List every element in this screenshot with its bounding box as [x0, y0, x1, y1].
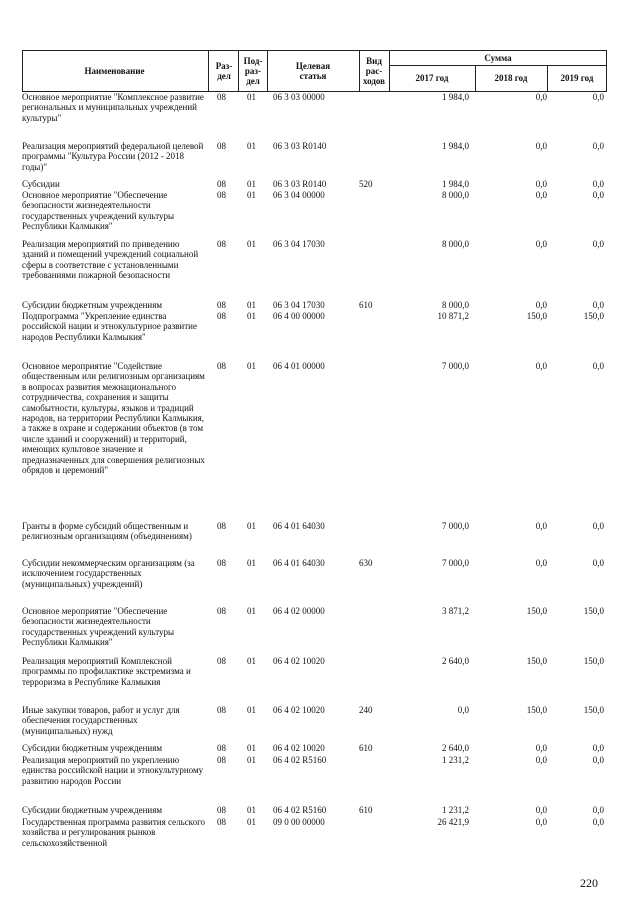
row-sum-2017: 2 640,0	[442, 743, 469, 753]
row-sum-2018: 0,0	[535, 179, 547, 189]
row-razdel: 08	[217, 141, 226, 151]
row-sum-2019: 150,0	[583, 606, 604, 616]
row-cs: 06 4 01 64030	[273, 521, 325, 531]
row-vid: 610	[359, 300, 373, 310]
row-name: Реализация мероприятий федеральной целевой программы "Культура России (2012 - 2018 годы)"	[22, 141, 204, 172]
row-razdel: 08	[217, 755, 226, 765]
row-sum-2017: 1 231,2	[442, 755, 469, 765]
row-name: Субсидии бюджетным учреждениям	[22, 743, 163, 753]
header-podrazdel: Под- раз- дел	[243, 56, 263, 86]
row-cs: 06 3 03 R0140	[273, 179, 327, 189]
row-podrazdel: 01	[247, 558, 256, 568]
header-cs: Целевая статья	[295, 61, 331, 81]
header-2017: 2017 год	[415, 73, 449, 83]
row-razdel: 08	[217, 190, 226, 200]
row-podrazdel: 01	[247, 521, 256, 531]
row-sum-2019: 150,0	[583, 656, 604, 666]
row-sum-2017: 8 000,0	[442, 239, 469, 249]
row-sum-2019: 0,0	[592, 141, 604, 151]
header-2018: 2018 год	[494, 73, 528, 83]
row-cs: 06 4 02 R5160	[273, 755, 327, 765]
row-sum-2017: 1 984,0	[442, 179, 469, 189]
table-header	[22, 50, 607, 92]
row-name: Подпрограмма "Укрепление единства российской нации и этнокультурное развитие народов Республики Калмыкия"	[22, 311, 197, 342]
row-vid: 610	[359, 805, 373, 815]
row-sum-2018: 0,0	[535, 558, 547, 568]
row-sum-2018: 150,0	[526, 311, 547, 321]
row-razdel: 08	[217, 606, 226, 616]
row-podrazdel: 01	[247, 805, 256, 815]
row-name: Основное мероприятие "Комплексное развитие региональных и муниципальных учреждений культуры"	[22, 92, 204, 123]
header-razdel: Раз- дел	[215, 61, 233, 81]
header-vid: Вид рас- ходов	[362, 56, 386, 86]
row-podrazdel: 01	[247, 141, 256, 151]
row-sum-2019: 0,0	[592, 361, 604, 371]
row-sum-2019: 0,0	[592, 190, 604, 200]
header-name: Наименование	[84, 66, 145, 76]
row-razdel: 08	[217, 805, 226, 815]
row-sum-2017: 3 871,2	[442, 606, 469, 616]
row-razdel: 08	[217, 92, 226, 102]
row-sum-2018: 150,0	[526, 705, 547, 715]
row-razdel: 08	[217, 300, 226, 310]
row-razdel: 08	[217, 817, 226, 827]
row-sum-2017: 1 984,0	[442, 141, 469, 151]
row-sum-2018: 150,0	[526, 656, 547, 666]
row-sum-2019: 0,0	[592, 743, 604, 753]
row-podrazdel: 01	[247, 361, 256, 371]
row-sum-2017: 8 000,0	[442, 300, 469, 310]
row-name: Реализация мероприятий Комплексной программы по профилактике экстремизма и терроризма в Республике Калмыкия	[22, 656, 191, 687]
row-vid: 240	[359, 705, 373, 715]
row-name: Реализация мероприятий по укреплению единства российской нации и этнокультурному развитию народов России	[22, 755, 204, 786]
row-razdel: 08	[217, 239, 226, 249]
row-sum-2018: 0,0	[535, 92, 547, 102]
row-razdel: 08	[217, 311, 226, 321]
header-2019: 2019 год	[560, 73, 594, 83]
row-sum-2017: 2 640,0	[442, 656, 469, 666]
row-sum-2019: 0,0	[592, 558, 604, 568]
row-cs: 06 4 02 10020	[273, 743, 325, 753]
row-podrazdel: 01	[247, 179, 256, 189]
row-name: Субсидии некоммерческим организациям (за исключением государственных (муниципальных) учреждений)	[22, 558, 195, 589]
row-sum-2017: 10 871,2	[437, 311, 469, 321]
row-name: Иные закупки товаров, работ и услуг для обеспечения государственных (муниципальных) нужд	[22, 705, 180, 736]
row-name: Основное мероприятие "Обеспечение безопасности жизнедеятельности государственных учреждений культуры Республики Калмыкия"	[22, 606, 175, 648]
row-sum-2018: 150,0	[526, 606, 547, 616]
row-cs: 06 3 03 00000	[273, 92, 325, 102]
row-razdel: 08	[217, 656, 226, 666]
row-cs: 06 3 04 17030	[273, 239, 325, 249]
row-razdel: 08	[217, 558, 226, 568]
row-name: Основное мероприятие "Содействие общественным или религиозным организациям в вопросах развития межнационального сотрудничества, сохранения и защиты самобытности, культуры, языков и традиций народов, на территории Республики Калмыкия, а также в охране и содержании объектов (в том числе зданий и сооружений) и территорий, имеющих культовое значение и предназначенных для совершения религиозных обрядов и церемоний"	[22, 361, 205, 476]
row-sum-2017: 1 231,2	[442, 805, 469, 815]
row-cs: 06 4 02 00000	[273, 606, 325, 616]
row-name: Субсидии	[22, 179, 60, 189]
row-cs: 06 4 01 00000	[273, 361, 325, 371]
row-podrazdel: 01	[247, 817, 256, 827]
row-podrazdel: 01	[247, 656, 256, 666]
row-podrazdel: 01	[247, 92, 256, 102]
row-sum-2018: 0,0	[535, 361, 547, 371]
row-sum-2017: 0,0	[457, 705, 469, 715]
row-sum-2018: 0,0	[535, 190, 547, 200]
row-sum-2019: 0,0	[592, 179, 604, 189]
row-sum-2018: 0,0	[535, 521, 547, 531]
row-sum-2019: 0,0	[592, 755, 604, 765]
row-sum-2019: 0,0	[592, 239, 604, 249]
row-podrazdel: 01	[247, 705, 256, 715]
row-sum-2019: 0,0	[592, 300, 604, 310]
row-cs: 06 3 04 00000	[273, 190, 325, 200]
header-summa: Сумма	[484, 53, 512, 63]
row-razdel: 08	[217, 179, 226, 189]
row-sum-2018: 0,0	[535, 755, 547, 765]
row-podrazdel: 01	[247, 311, 256, 321]
row-podrazdel: 01	[247, 606, 256, 616]
row-vid: 610	[359, 743, 373, 753]
row-cs: 09 0 00 00000	[273, 817, 325, 827]
row-sum-2018: 0,0	[535, 817, 547, 827]
row-cs: 06 4 01 64030	[273, 558, 325, 568]
row-sum-2019: 0,0	[592, 817, 604, 827]
row-sum-2017: 7 000,0	[442, 558, 469, 568]
row-sum-2018: 0,0	[535, 300, 547, 310]
row-sum-2019: 150,0	[583, 705, 604, 715]
row-sum-2019: 0,0	[592, 92, 604, 102]
row-sum-2018: 0,0	[535, 141, 547, 151]
row-sum-2019: 0,0	[592, 521, 604, 531]
row-name: Гранты в форме субсидий общественным и религиозным организациям (объединениям)	[22, 521, 192, 542]
row-sum-2017: 7 000,0	[442, 521, 469, 531]
row-name: Реализация мероприятий по приведению зданий и помещений учреждений социальной сферы в соответствие с установленными требованиями пожарной безопасности	[22, 239, 199, 281]
row-cs: 06 4 02 10020	[273, 705, 325, 715]
row-vid: 630	[359, 558, 373, 568]
row-podrazdel: 01	[247, 190, 256, 200]
row-razdel: 08	[217, 521, 226, 531]
row-name: Основное мероприятие "Обеспечение безопасности жизнедеятельности государственных учреждений культуры Республики Калмыкия"	[22, 190, 175, 232]
row-razdel: 08	[217, 743, 226, 753]
row-sum-2018: 0,0	[535, 239, 547, 249]
row-sum-2018: 0,0	[535, 805, 547, 815]
row-name: Государственная программа развития сельского хозяйства и регулирования рынков сельскохозяйственной	[22, 817, 206, 848]
row-name: Субсидии бюджетным учреждениям	[22, 300, 163, 310]
page-number: 220	[580, 876, 598, 890]
row-podrazdel: 01	[247, 743, 256, 753]
row-cs: 06 3 03 R0140	[273, 141, 327, 151]
row-cs: 06 4 00 00000	[273, 311, 325, 321]
row-sum-2017: 7 000,0	[442, 361, 469, 371]
row-razdel: 08	[217, 361, 226, 371]
row-cs: 06 4 02 10020	[273, 656, 325, 666]
row-razdel: 08	[217, 705, 226, 715]
row-sum-2019: 0,0	[592, 805, 604, 815]
row-vid: 520	[359, 179, 373, 189]
row-cs: 06 3 04 17030	[273, 300, 325, 310]
row-sum-2017: 8 000,0	[442, 190, 469, 200]
row-podrazdel: 01	[247, 239, 256, 249]
row-podrazdel: 01	[247, 300, 256, 310]
row-cs: 06 4 02 R5160	[273, 805, 327, 815]
row-sum-2018: 0,0	[535, 743, 547, 753]
row-name: Субсидии бюджетным учреждениям	[22, 805, 163, 815]
row-podrazdel: 01	[247, 755, 256, 765]
row-sum-2017: 26 421,9	[437, 817, 469, 827]
row-sum-2017: 1 984,0	[442, 92, 469, 102]
row-sum-2019: 150,0	[583, 311, 604, 321]
